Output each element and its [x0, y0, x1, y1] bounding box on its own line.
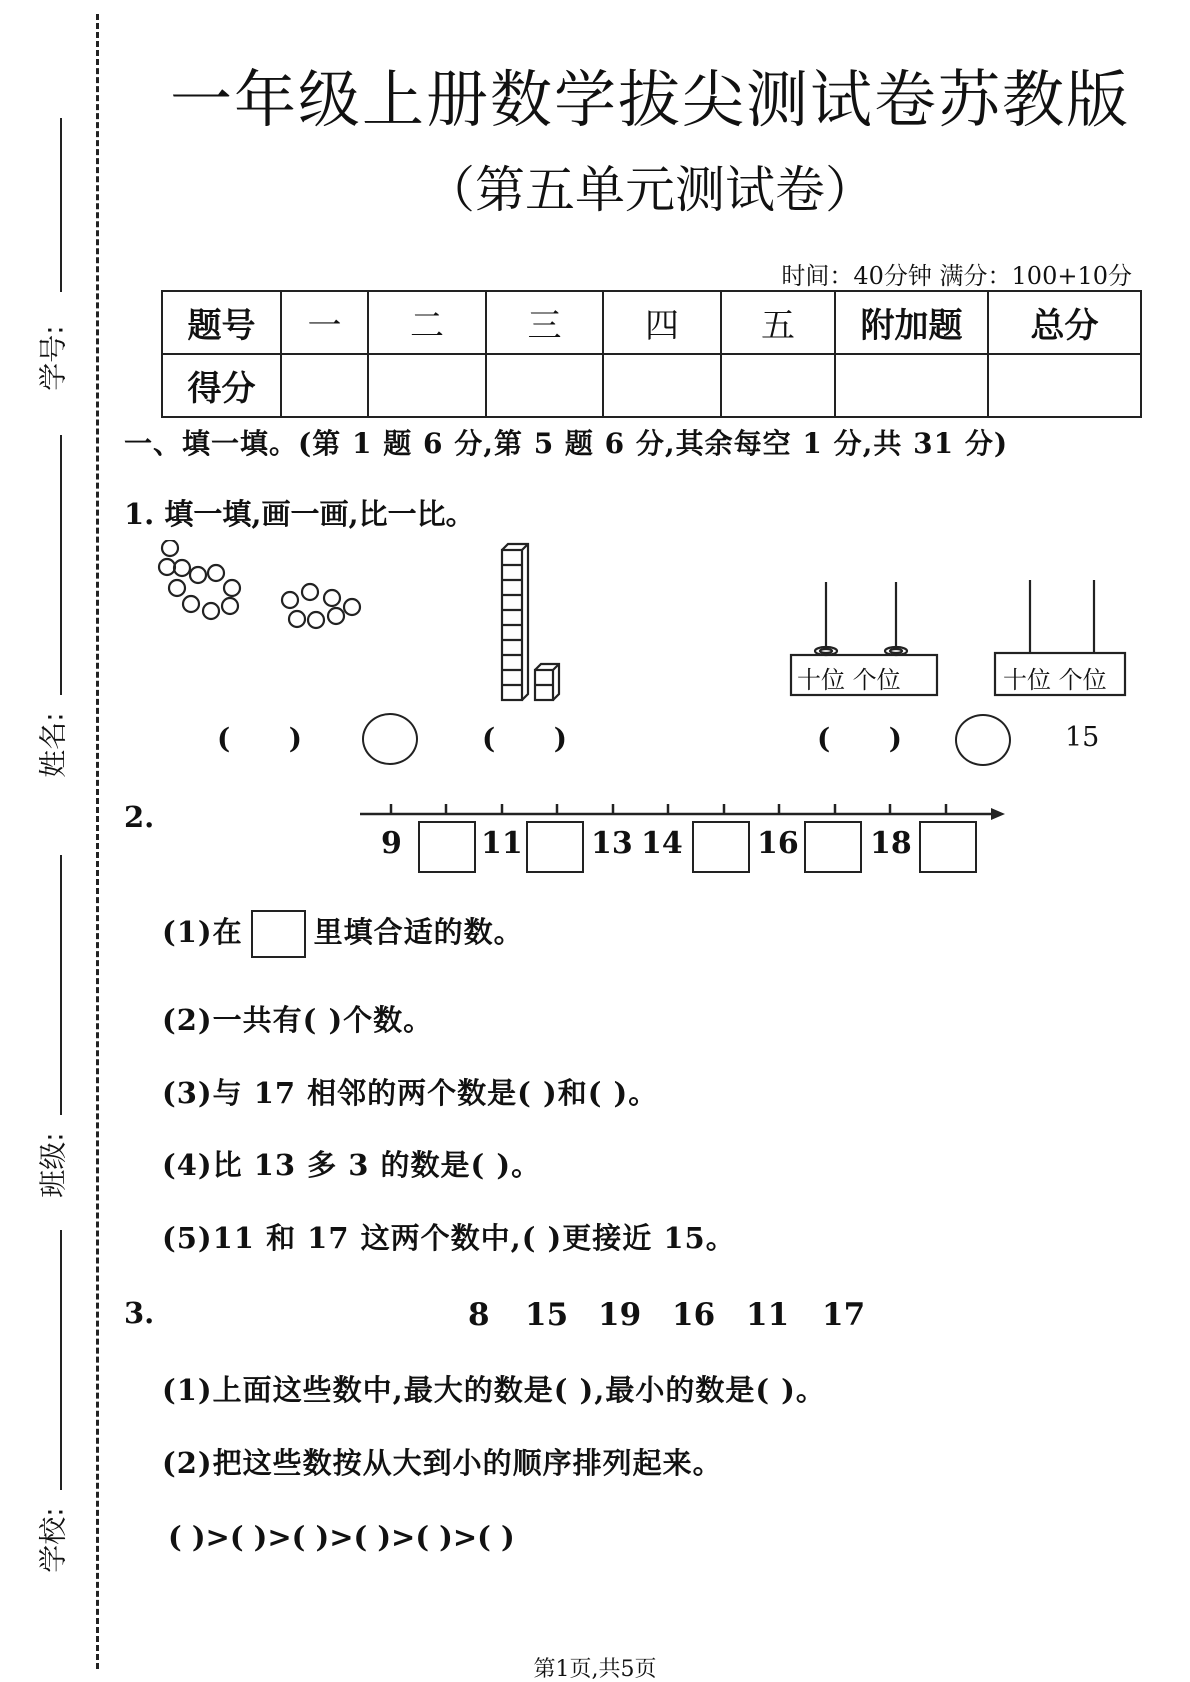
- page-subtitle: （第五单元测试卷）: [425, 161, 875, 219]
- number-line-value: 16: [757, 826, 799, 861]
- score-header-cell: 附加题: [835, 291, 988, 354]
- number-line-blank[interactable]: [692, 821, 750, 873]
- q3-order-line[interactable]: ( )>( )>( )>( )>( )>( ): [168, 1520, 515, 1554]
- score-header-cell: 五: [721, 291, 835, 354]
- exam-meta: 时间：40分钟 满分：100+10分: [781, 262, 1132, 290]
- abacus-right-label: 十位 个位: [1003, 666, 1107, 694]
- six-bead-cluster: [282, 584, 360, 628]
- number-line-value: 9: [381, 826, 402, 861]
- compare-value: 15: [1065, 722, 1100, 753]
- question-2-label: 2.: [124, 800, 155, 834]
- score-cell[interactable]: [721, 354, 835, 417]
- score-header-cell: 四: [603, 291, 721, 354]
- score-header-cell: 总分: [988, 291, 1141, 354]
- score-header-cell: 一: [281, 291, 368, 354]
- school-label: 学校:: [37, 1507, 70, 1573]
- answer-paren-abacus[interactable]: ( ): [817, 722, 902, 755]
- q2-sub1-prefix: (1)在: [162, 915, 243, 949]
- score-table: [161, 290, 1142, 418]
- ten-bead-ring: [159, 540, 240, 619]
- q3-number: 16: [672, 1297, 716, 1333]
- q2-sub2: (2)一共有( )个数。: [162, 1003, 434, 1037]
- q2-sub1: [162, 910, 524, 958]
- score-cell[interactable]: [603, 354, 721, 417]
- number-line-value: 18: [870, 826, 912, 861]
- answer-paren-beads[interactable]: ( ): [217, 722, 302, 755]
- page-title: 一年级上册数学拔尖测试卷苏教版: [169, 63, 1130, 136]
- page-footer: 第1页,共5页: [533, 1657, 657, 1682]
- q3-number: 19: [598, 1297, 642, 1333]
- binding-dashed-line: [96, 14, 99, 1669]
- student-id-label: 学号:: [37, 325, 70, 391]
- number-line-value: 13: [591, 826, 633, 861]
- student-id-blank[interactable]: [60, 118, 62, 292]
- ten-cube-stick: [502, 544, 528, 700]
- q2-sub5: (5)11 和 17 这两个数中,( )更接近 15。: [162, 1221, 736, 1255]
- score-cell[interactable]: [281, 354, 368, 417]
- score-cell[interactable]: [988, 354, 1141, 417]
- score-header-cell: 二: [368, 291, 486, 354]
- score-header-cell: 题号: [162, 291, 281, 354]
- score-cell[interactable]: [835, 354, 988, 417]
- score-header-row: [162, 291, 1141, 354]
- abacus-left-label: 十位 个位: [797, 666, 901, 694]
- number-line-blank[interactable]: [418, 821, 476, 873]
- question-3-label: 3.: [124, 1296, 155, 1330]
- two-cube-stick: [535, 664, 559, 700]
- number-line-blank[interactable]: [919, 821, 977, 873]
- class-label: 班级:: [37, 1132, 70, 1198]
- score-cell[interactable]: [486, 354, 603, 417]
- q3-number: 8: [468, 1297, 490, 1333]
- q3-sub1: (1)上面这些数中,最大的数是( ),最小的数是( )。: [162, 1373, 826, 1407]
- score-cell[interactable]: [368, 354, 486, 417]
- class-blank[interactable]: [60, 855, 62, 1115]
- q3-number: 17: [822, 1297, 866, 1333]
- question-1-figures: [150, 540, 1150, 720]
- compare-circle-left[interactable]: [362, 713, 418, 765]
- q2-sub1-suffix: 里填合适的数。: [313, 915, 524, 949]
- score-header-cell: 三: [486, 291, 603, 354]
- score-row-label: 得分: [162, 354, 281, 417]
- q2-sub4: (4)比 13 多 3 的数是( )。: [162, 1148, 542, 1182]
- q3-number: 11: [746, 1297, 790, 1333]
- q2-sub3: (3)与 17 相邻的两个数是( )和( )。: [162, 1076, 659, 1110]
- school-blank[interactable]: [60, 1230, 62, 1490]
- number-line-value: 14: [641, 826, 683, 861]
- q3-sub2: (2)把这些数按从大到小的顺序排列起来。: [162, 1446, 723, 1480]
- name-label: 姓名:: [37, 712, 70, 778]
- score-value-row: [162, 354, 1141, 417]
- q3-number: 15: [525, 1297, 569, 1333]
- name-blank[interactable]: [60, 435, 62, 695]
- compare-circle-right[interactable]: [955, 714, 1011, 766]
- number-line-ticks: [391, 804, 946, 814]
- example-box-icon: [251, 910, 306, 958]
- question-1-label: 1. 填一填,画一画,比一比。: [124, 497, 475, 531]
- number-line-blank[interactable]: [526, 821, 584, 873]
- section-heading: 一、填一填。(第 1 题 6 分,第 5 题 6 分,其余每空 1 分,共 31 分): [124, 427, 1009, 460]
- number-line-value: 11: [481, 826, 523, 861]
- answer-paren-cubes[interactable]: ( ): [482, 722, 567, 755]
- number-line-blank[interactable]: [804, 821, 862, 873]
